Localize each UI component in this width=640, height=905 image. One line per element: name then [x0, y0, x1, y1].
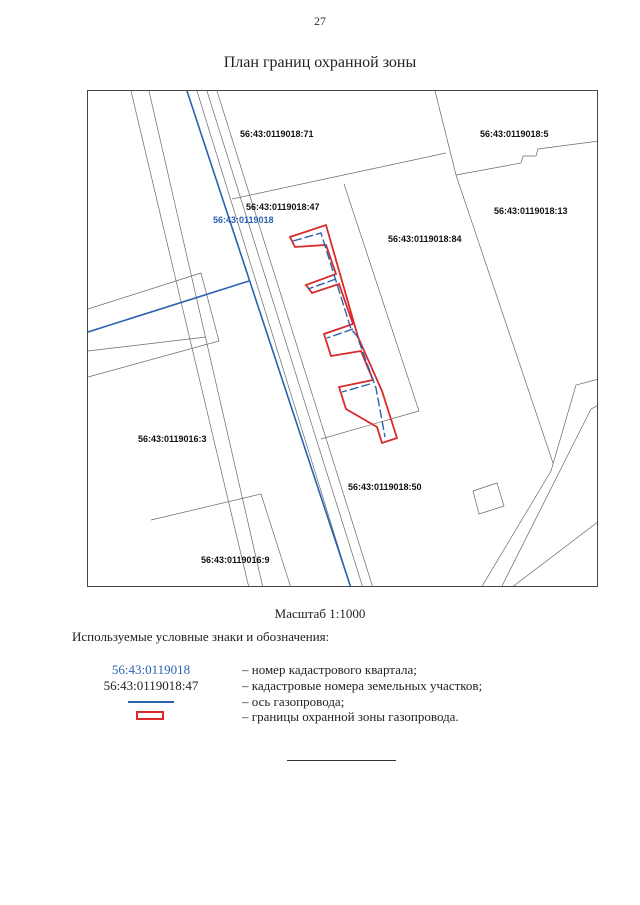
- legend-desc-axis: – ось газопровода;: [242, 694, 345, 709]
- parcel-label-3: 56:43:0119016:3: [138, 434, 207, 444]
- legend-symbol-quarter: 56:43:0119018: [111, 662, 191, 677]
- parcel-label-47: 56:43:0119018:47: [246, 202, 320, 212]
- gas-axis-line-symbol: [128, 701, 174, 703]
- quarter-label: 56:43:0119018: [213, 215, 274, 225]
- legend-row-axis: [0, 694, 640, 710]
- legend-row-zone: [0, 709, 640, 725]
- legend-title: Используемые условные знаки и обозначения:: [72, 629, 330, 644]
- legend-desc-parcel: – кадастровые номера земельных участков;: [242, 678, 483, 693]
- map-frame: [87, 90, 598, 587]
- gas-pipeline-axis: [293, 233, 385, 437]
- plan-title: План границ охранной зоны: [223, 54, 417, 71]
- legend-desc-zone: – границы охранной зоны газопровода.: [242, 709, 459, 724]
- parcel-label-50: 56:43:0119018:50: [348, 482, 422, 492]
- legend-row-quarter: [0, 662, 640, 678]
- parcel-label-71: 56:43:0119018:71: [240, 129, 314, 139]
- page-number: 27: [314, 14, 326, 28]
- legend-symbol-parcel: 56:43:0119018:47: [103, 678, 199, 693]
- parcel-label-9: 56:43:0119016:9: [201, 555, 270, 565]
- map-canvas: [88, 91, 598, 587]
- legend-desc-quarter: – номер кадастрового квартала;: [242, 662, 417, 677]
- parcel-label-13: 56:43:0119018:13: [494, 206, 568, 216]
- scale-text: Масштаб 1:1000: [274, 606, 366, 621]
- gas-pipeline-branches: [308, 279, 370, 392]
- parcel-label-84: 56:43:0119018:84: [388, 234, 462, 244]
- signature-line: [287, 760, 396, 761]
- parcel-boundaries: [88, 91, 598, 587]
- zone-rect-symbol: [136, 711, 164, 720]
- legend-row-parcel: [0, 678, 640, 694]
- quarter-boundary-cross: [88, 281, 249, 332]
- protection-zone: [290, 225, 397, 443]
- parcel-label-5: 56:43:0119018:5: [480, 129, 549, 139]
